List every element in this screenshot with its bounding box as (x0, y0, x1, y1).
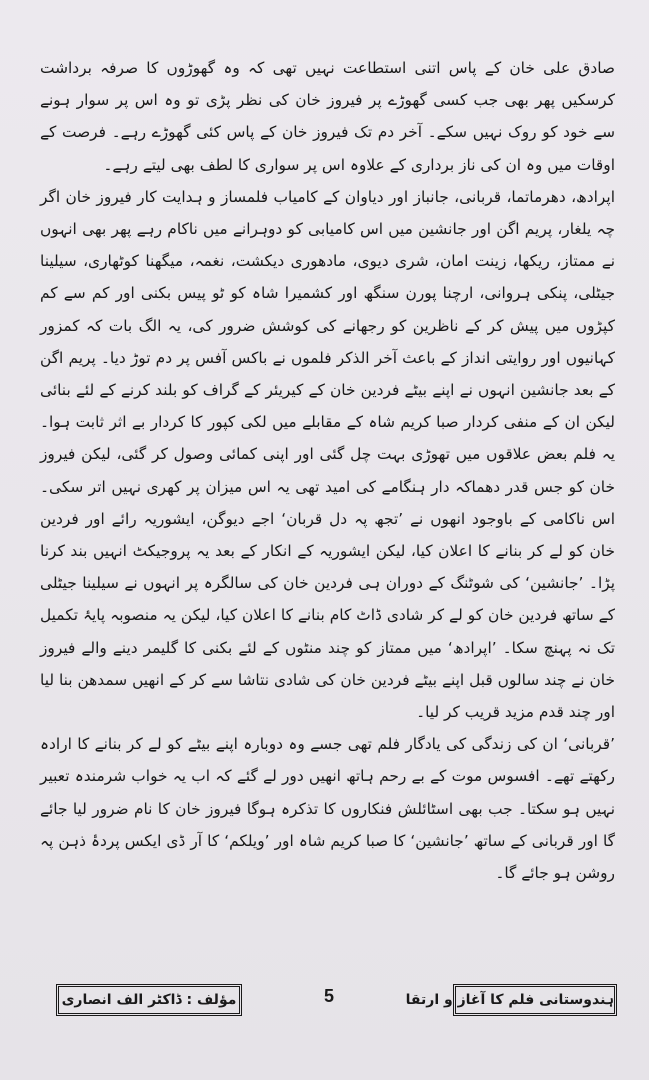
page-footer (0, 978, 649, 1026)
book-title-box: ہندوستانی فلم کا آغاز و ارتقا (453, 984, 617, 1016)
paragraph-2: اپرادھ، دھرماتما، قربانی، جانباز اور دیاوان کے کامیاب فلمساز و ہدایت کار فیروز خان اگر چہ یلغار، پریم اگن اور جانشین میں اس کامیابی کو دوہرانے میں ناکام رہے پھر بھی انہوں نے ممتاز، ریکھا، زینت امان، شری دیوی، مادھوری دیکشت، نغمہ، میگھنا کوٹھاری، سیلینا جیٹلی، پنکی ہروانی، ارچنا پورن سنگھ اور کشمیرا شاہ کو ٹو پیس بکنی اور کم سے کم کپڑوں میں پیش کر کے ناظرین کو رجھانے کی کوشش ضرور کی، یہ الگ بات کہ کمزور کہانیوں اور روایتی انداز کے باعث آخر الذکر فلموں نے باکس آفس پر دم توڑ دیا۔ پریم اگن کے بعد جانشین انہوں نے اپنے بیٹے فردین خان کے کیریئر کے گراف کو بلند کرنے کے لئے بنائی لیکن ان کے منفی کردار صبا کریم شاہ کے مقابلے میں لکی کپور کا کردار بے اثر ثابت ہوا۔ یہ فلم بعض علاقوں میں تھوڑی بہت چل گئی اور اپنی کمائی وصول کر گئی، لیکن فیروز خان کو جس قدر دھماکہ دار ہنگامے کی امید تھی یہ اس میزان پر کھری نہیں اتر سکی۔ اس ناکامی کے باوجود انھوں نے ’تجھ پہ دل قربان‘ اجے دیوگن، ایشوریہ رائے اور فردین خان کو لے کر بنانے کا اعلان کیا، لیکن ایشوریہ کے انکار کے بعد یہ پروجیکٹ انہیں بند کرنا پڑا۔ ’جانشین‘ کی شوٹنگ کے دوران ہی فردین خان کی سالگرہ پر انہوں نے سیلینا جیٹلی کے ساتھ فردین خان کو لے کر شادی ڈاٹ کام بنانے کا اعلان کیا، لیکن یہ منصوبہ پایۂ تکمیل تک نہ پہنچ سکا۔ ’اپرادھ‘ میں ممتاز کو چند منٹوں کے لئے بکنی کا گلیمر دینے والے فیروز خان نے چند سالوں قبل اپنے بیٹے فردین خان کی شادی نتاشا سے کر کے انھیں سمدھن بنا لیا اور چند قدم مزید قریب کر لیا۔ (40, 187, 615, 722)
paragraph-3: ’قربانی‘ ان کی زندگی کی یادگار فلم تھی جسے وہ دوبارہ اپنے بیٹے کو لے کر بنانے کا ارادہ رکھتے تھے۔ افسوس موت کے بے رحم ہاتھ انھیں دور لے گئے کہ اب یہ خواب شرمندہ تعبیر نہیں ہو سکتا۔ جب بھی اسٹائلش فنکاروں کا تذکرہ ہوگا فیروز خان کا نام ضرور لیا جائے گا اور قربانی کے ساتھ ’جانشین‘ کا صبا کریم شاہ اور ’ویلکم‘ کا آر ڈی ایکس پردۂ ذہن پہ روشن ہو جائے گا۔ (40, 735, 615, 883)
paragraph-1: صادق علی خان کے پاس اتنی استطاعت نہیں تھی کہ وہ گھوڑوں کا صرفہ برداشت کرسکیں پھر بھی جب کسی گھوڑے پر فیروز خان کی نظر پڑی تو وہ اس پر سوار ہونے سے خود کو روک نہیں سکے۔ آخر دم تک فیروز خان کے پاس کئی گھوڑے رہے۔ فرصت کے اوقات میں وہ ان کی ناز برداری کے علاوہ اس پر سواری کا لطف بھی لیتے رہے۔ (40, 59, 615, 174)
body-text (40, 52, 615, 889)
page-number: 5 (324, 986, 335, 1006)
author-box: مؤلف : ڈاکٹر الف انصاری (56, 984, 242, 1016)
